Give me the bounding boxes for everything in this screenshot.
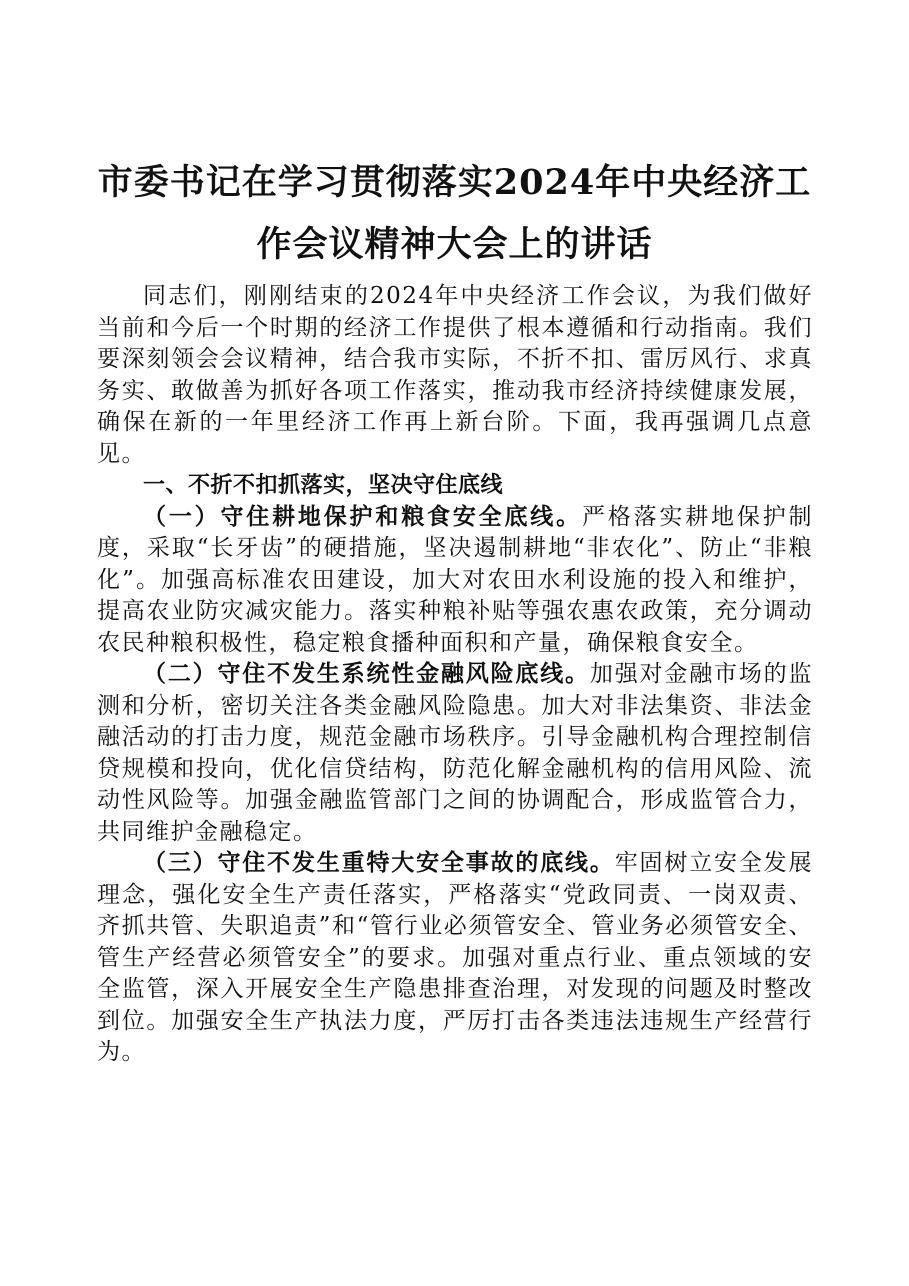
- item-paragraph-3: [97, 848, 813, 1069]
- item-text-1: 严格落实耕地保护制度，采取“长牙齿”的硬措施，坚决遏制耕地“非农化”、防止“非粮化”。加强高标准农田建设，加大对农田水利设施的投入和维护，提高农业防灾减灾能力。落实种粮补贴等强农惠农政策，充分调动农民种粮积极性，稳定粮食播种面积和产量，确保粮食安全。: [97, 503, 814, 656]
- document-body: [97, 281, 813, 1069]
- item-text-3: 牢固树立安全发展理念，强化安全生产责任落实，严格落实“党政同责、一岗双责、齐抓共管、失职追责”和“管行业必须管安全、管业务必须管安全、管生产经营必须管安全”的要求。加强对重点行业、重点领域的安全监管，深入开展安全生产隐患排查治理，对发现的问题及时整改到位。加强安全生产执法力度，严厉打击各类违法违规生产经营行为。: [97, 850, 814, 1065]
- item-paragraph-1: [97, 502, 813, 660]
- document-title-line-1: 市委书记在学习贯彻落实2024年中央经济工: [97, 162, 812, 203]
- item-paragraph-2: [97, 659, 813, 848]
- intro-paragraph: 同志们，刚刚结束的2024年中央经济工作会议，为我们做好当前和今后一个时期的经济工作提供了根本遵循和行动指南。我们要深刻领会会议精神，结合我市实际，不折不扣、雷厉风行、求真务实、敢做善为抓好各项工作落实，推动我市经济持续健康发展，确保在新的一年里经济工作再上新台阶。下面，我再强调几点意见。: [97, 283, 813, 467]
- item-lead-2: （二）守住不发生系统性金融风险底线。: [143, 661, 590, 687]
- document-title-line-2: 作会议精神大会上的讲话: [256, 224, 653, 265]
- item-lead-3: （三）守住不发生重特大安全事故的底线。: [143, 850, 615, 876]
- section-heading-1: 一、不折不扣抓落实，坚决守住底线: [143, 473, 504, 498]
- item-text-2: 加强对金融市场的监测和分析，密切关注各类金融风险隐患。加大对非法集资、非法金融活动的打击力度，规范金融市场秩序。引导金融机构合理控制信贷规模和投向，优化信贷结构，防范化解金融机构的信用风险、流动性风险等。加强金融监管部门之间的协调配合，形成监管合力，共同维护金融稳定。: [97, 661, 814, 845]
- item-lead-1: （一）守住耕地保护和粮食安全底线。: [143, 503, 582, 530]
